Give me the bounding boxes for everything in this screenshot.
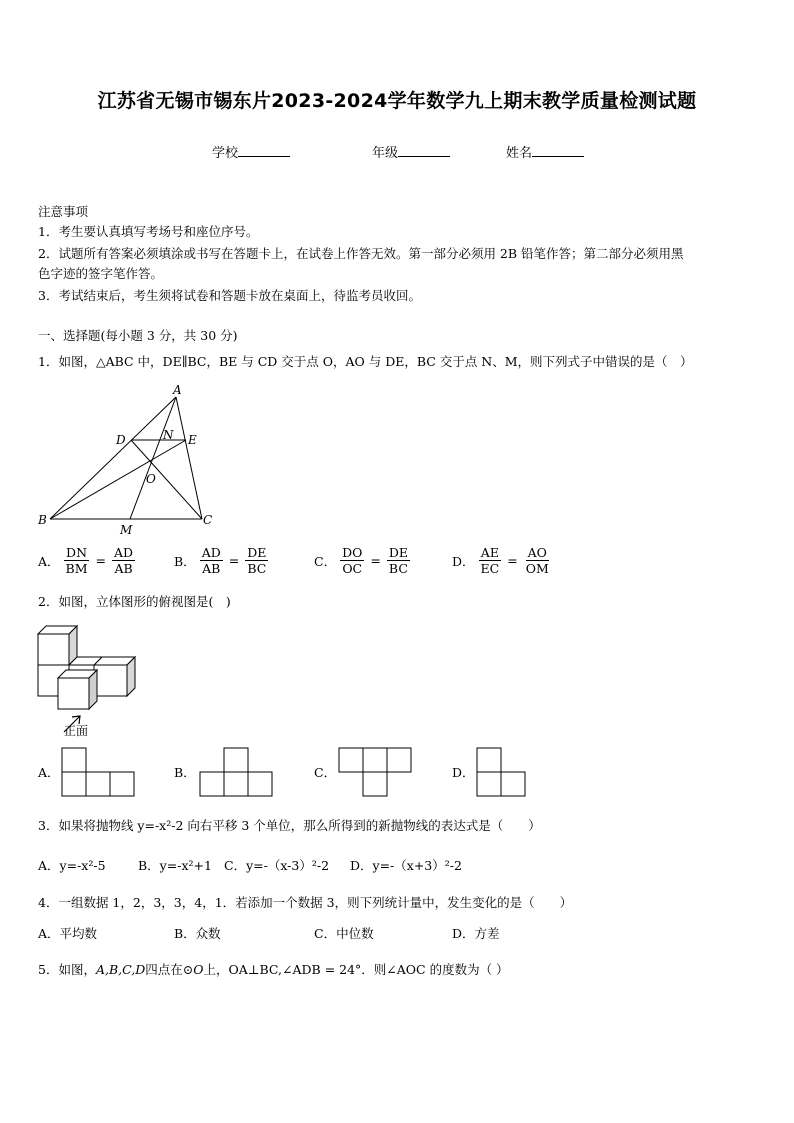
option-letter: D． xyxy=(452,553,475,569)
q4-option-b[interactable]: B．众数 xyxy=(174,926,221,941)
q4-option-c[interactable]: C．中位数 xyxy=(314,926,374,941)
q3-option-c[interactable]: C．y=-（x-3）²-2 xyxy=(224,858,330,873)
q2-option-d-figure[interactable] xyxy=(475,746,527,798)
option-letter: A． xyxy=(38,553,60,569)
option-letter: B． xyxy=(174,553,196,569)
fraction-left: $\frac{AD}{AB}$ xyxy=(201,545,221,576)
label-B: B xyxy=(38,513,47,527)
q4-stem: 4．一组数据 1，2，3，3，4，1．若添加一个数据 3，则下列统计量中，发生变化的是（ ） xyxy=(38,895,573,910)
grade-label: 年级 xyxy=(372,146,399,161)
q2-option-a-figure[interactable] xyxy=(60,746,136,798)
fraction-left: $\frac{DN}{BM}$ xyxy=(65,545,88,576)
q1-option-c[interactable] xyxy=(314,545,410,576)
notice-heading: 注意事项 xyxy=(38,204,89,219)
q2-stem: 2．如图，立体图形的俯视图是( ) xyxy=(38,594,231,609)
q1-option-b[interactable] xyxy=(174,545,268,576)
q5-circle: O xyxy=(193,962,204,977)
q2-option-c-letter[interactable]: C． xyxy=(314,765,337,780)
q5-points: A,B,C,D xyxy=(95,962,146,977)
q5-rest: 上，OA⊥BC,∠ADB = 24°．则∠AOC 的度数为（ ） xyxy=(203,962,509,977)
label-C: C xyxy=(203,513,213,527)
equals-sign: = xyxy=(95,553,107,568)
q2-solid-figure xyxy=(34,620,144,740)
q2-option-a-letter[interactable]: A． xyxy=(38,765,60,780)
notice-item-2-cont: 色字迹的签字笔作答。 xyxy=(38,266,164,281)
label-N: N xyxy=(163,428,174,442)
notice-item-1: 1．考生要认真填写考场号和座位序号。 xyxy=(38,224,259,239)
label-A: A xyxy=(173,383,182,397)
school-blank[interactable] xyxy=(238,144,290,157)
q4-option-d[interactable]: D．方差 xyxy=(452,926,500,941)
label-M: M xyxy=(120,523,133,537)
fraction-right: $\frac{AD}{AB}$ xyxy=(114,545,134,576)
equals-sign: = xyxy=(228,553,240,568)
label-D: D xyxy=(116,433,126,447)
name-field xyxy=(506,142,584,161)
fraction-left: $\frac{DO}{OC}$ xyxy=(342,545,363,576)
q2-option-d-letter[interactable]: D． xyxy=(452,765,475,780)
q4-option-a[interactable]: A．平均数 xyxy=(38,926,98,941)
q3-option-a[interactable]: A．y=-x²-5 xyxy=(38,858,106,873)
q1-option-a[interactable] xyxy=(38,545,135,576)
line-BE xyxy=(50,440,186,519)
section-heading: 一、选择题(每小题 3 分，共 30 分) xyxy=(38,328,238,343)
name-blank[interactable] xyxy=(532,144,584,157)
exam-title: 江苏省无锡市锡东片2023-2024学年数学九上期末教学质量检测试题 xyxy=(97,90,697,112)
name-label: 姓名 xyxy=(506,146,533,161)
fraction-right: $\frac{DE}{BC}$ xyxy=(388,545,408,576)
option-letter: C． xyxy=(314,553,337,569)
notice-item-3: 3．考试结束后，考生须将试卷和答题卡放在桌面上，待监考员收回。 xyxy=(38,288,421,303)
front-label: 正面 xyxy=(64,724,89,738)
line-AB xyxy=(50,397,176,519)
q5-mid: 四点在⊙ xyxy=(145,962,194,977)
grade-field xyxy=(372,142,450,161)
line-AM xyxy=(130,397,176,519)
q1-option-d[interactable] xyxy=(452,545,551,576)
fraction-right: $\frac{DE}{BC}$ xyxy=(247,545,267,576)
school-label: 学校 xyxy=(212,146,239,161)
q3-option-b[interactable]: B．y=-x²+1 xyxy=(138,858,212,873)
q1-stem: 1．如图，△ABC 中，DE∥BC，BE 与 CD 交于点 O，AO 与 DE，BC 交于点 N、M，则下列式子中错误的是（ ） xyxy=(38,354,693,369)
q3-option-d[interactable]: D．y=-（x+3）²-2 xyxy=(350,858,462,873)
grade-blank[interactable] xyxy=(398,144,450,157)
school-field xyxy=(212,142,290,161)
line-AC xyxy=(176,397,202,519)
notice-item-2: 2．试题所有答案必须填涂或书写在答题卡上，在试卷上作答无效。第一部分必须用 2B 铅笔作答；第二部分必须用黑 xyxy=(38,246,684,261)
q2-option-c-figure[interactable] xyxy=(337,746,413,798)
equals-sign: = xyxy=(507,553,518,568)
q2-option-b-figure[interactable] xyxy=(198,746,274,798)
q5-stem xyxy=(38,960,509,980)
q2-option-b-letter[interactable]: B． xyxy=(174,765,196,780)
equals-sign: = xyxy=(370,553,381,568)
q5-prefix: 5．如图， xyxy=(38,962,96,977)
label-O: O xyxy=(146,472,156,486)
cube-stack xyxy=(38,626,135,709)
fraction-right: $\frac{AO}{OM}$ xyxy=(525,545,549,576)
fraction-left: $\frac{AE}{EC}$ xyxy=(480,545,500,576)
q3-stem: 3．如果将抛物线 y=-x²-2 向右平移 3 个单位，那么所得到的新抛物线的表达式是（ ） xyxy=(38,818,541,833)
q1-triangle-figure xyxy=(34,382,224,540)
label-E: E xyxy=(188,433,197,447)
